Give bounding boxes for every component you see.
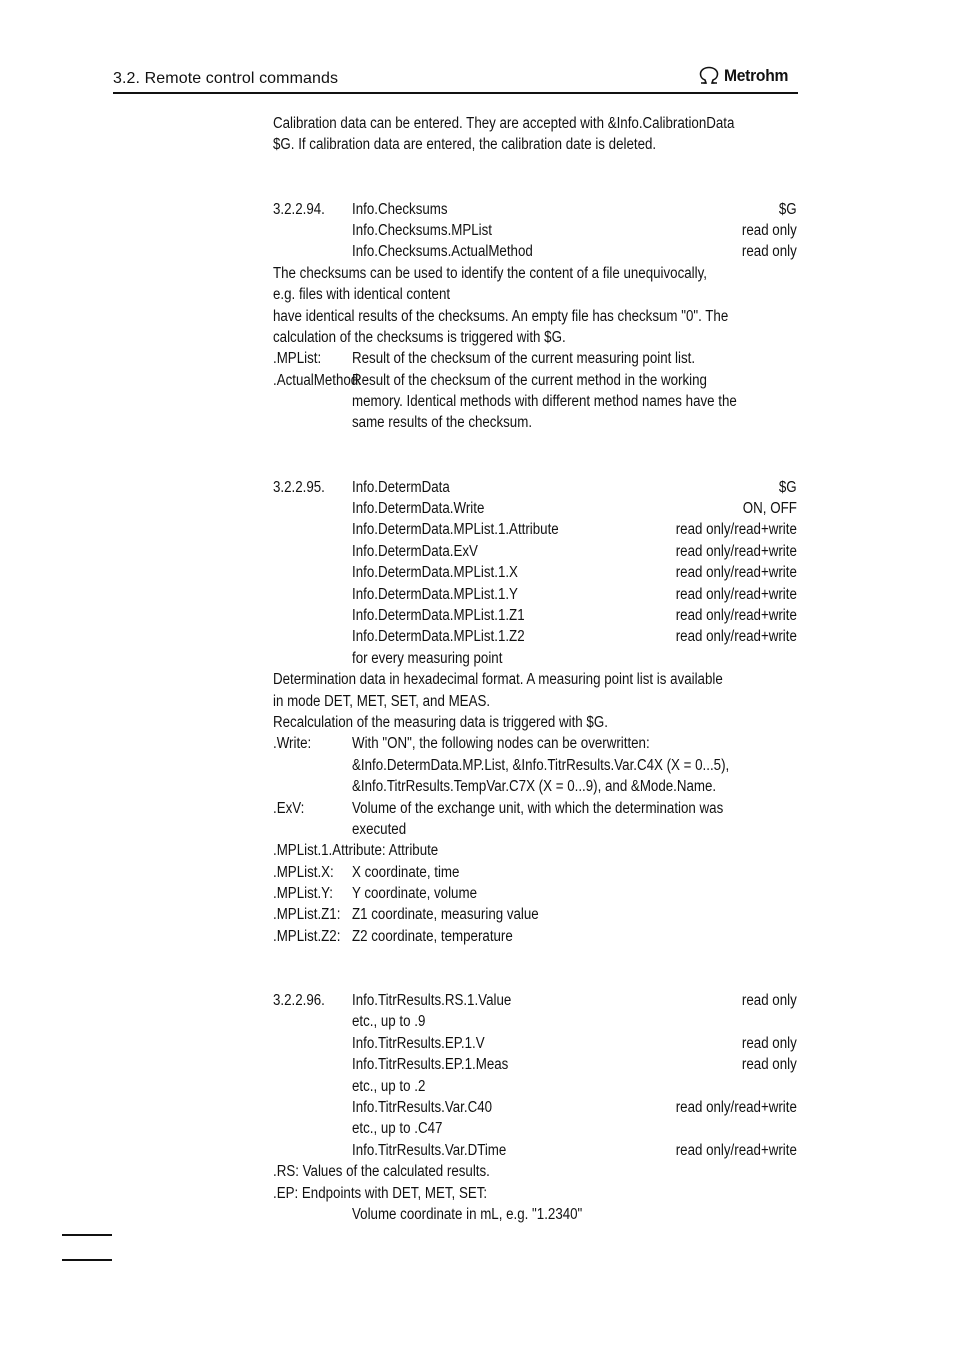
command-name: Info.Checksums.ActualMethod — [352, 243, 533, 261]
definition-line: .EP: Endpoints with DET, MET, SET: — [273, 1184, 488, 1202]
intro-line-1: Calibration data can be entered. They are accepted with &Info.CalibrationData — [273, 115, 735, 132]
paragraph-line: e.g. files with identical content — [273, 286, 451, 304]
command-name: Info.Checksums — [352, 200, 448, 218]
command-row — [273, 1118, 797, 1139]
command-name: etc., up to .2 — [352, 1077, 426, 1095]
paragraph-line: in mode DET, MET, SET, and MEAS. — [273, 692, 491, 710]
definition-line: .RS: Values of the calculated results. — [273, 1163, 490, 1181]
definition-text: Volume coordinate in mL, e.g. "1.2340" — [352, 1205, 583, 1223]
command-name: Info.DetermData.MPList.1.Attribute — [352, 521, 559, 539]
command-row — [273, 605, 797, 626]
command-access: read only/read+write — [675, 585, 797, 603]
definition-label: .MPList: — [273, 350, 322, 368]
command-access: read only — [742, 1034, 797, 1052]
command-row — [273, 562, 797, 583]
command-access: read only — [742, 243, 797, 261]
running-header-title: 3.2. Remote control commands — [113, 70, 339, 87]
paragraph-line: Determination data in hexadecimal format. A measuring point list is available — [273, 671, 723, 689]
header-rule — [113, 92, 798, 94]
command-name: Info.DetermData — [352, 478, 450, 496]
page-body — [273, 113, 797, 1225]
command-row — [273, 1140, 797, 1161]
definition-text: same results of the checksum. — [352, 414, 533, 432]
footer-rule — [62, 1259, 112, 1261]
definition-text: Result of the checksum of the current measuring point list. — [352, 350, 696, 368]
intro-line-2: $G. If calibration data are entered, the calibration date is deleted. — [273, 136, 657, 154]
command-access: read only/read+write — [675, 628, 797, 646]
command-name: Info.TitrResults.RS.1.Value — [352, 992, 512, 1010]
definition-line: .MPList.1.Attribute: Attribute — [273, 842, 439, 860]
command-access: read only/read+write — [675, 1141, 797, 1159]
paragraph-line: calculation of the checksums is triggered with $G. — [273, 328, 566, 346]
command-name: Info.TitrResults.Var.DTime — [352, 1141, 507, 1159]
definition-text: memory. Identical methods with different method names have the — [352, 393, 737, 411]
definition-label: .ExV: — [273, 799, 305, 817]
paragraph-line: Recalculation of the measuring data is triggered with $G. — [273, 713, 608, 731]
command-name: Info.DetermData.ExV — [352, 542, 478, 560]
command-row — [273, 584, 797, 605]
definition-text: With "ON", the following nodes can be overwritten: — [352, 735, 650, 753]
command-row — [273, 519, 797, 540]
definition-label: .Write: — [273, 735, 312, 753]
definition-text: executed — [352, 820, 407, 838]
command-name: Info.Checksums.MPList — [352, 221, 493, 239]
command-access: $G — [779, 200, 797, 218]
command-access: read only/read+write — [675, 542, 797, 560]
command-row — [273, 990, 797, 1011]
paragraph-line: have identical results of the checksums. An empty file has checksum "0". The — [273, 307, 729, 325]
command-access: read only — [742, 992, 797, 1010]
command-row — [273, 220, 797, 241]
command-row — [273, 1076, 797, 1097]
command-row — [273, 498, 797, 519]
command-name: Info.DetermData.Write — [352, 500, 485, 518]
definition-text: Result of the checksum of the current method in the working — [352, 371, 707, 389]
command-access: $G — [779, 478, 797, 496]
command-name: etc., up to .C47 — [352, 1120, 443, 1138]
omega-icon — [697, 66, 721, 86]
command-access: read only/read+write — [675, 607, 797, 625]
command-access: ON, OFF — [742, 500, 797, 518]
definition-label: .MPList.Z2: — [273, 927, 341, 945]
paragraph-line: The checksums can be used to identify the content of a file unequivocally, — [273, 264, 707, 282]
definition-label: .MPList.X: — [273, 863, 334, 881]
command-row — [273, 1033, 797, 1054]
definition-text: &Info.DetermData.MP.List, &Info.TitrResults.Var.C4X (X = 0...5), — [352, 756, 730, 774]
command-row — [273, 626, 797, 647]
definition-text: Z2 coordinate, temperature — [352, 927, 513, 945]
command-name: Info.DetermData.MPList.1.X — [352, 564, 518, 582]
definition-label: .MPList.Z1: — [273, 906, 341, 924]
definition-text: &Info.TitrResults.TempVar.C7X (X = 0...9), and &Mode.Name. — [352, 778, 717, 796]
command-name: Info.TitrResults.Var.C40 — [352, 1099, 493, 1117]
command-row — [273, 199, 797, 220]
metrohm-logo — [697, 66, 794, 86]
command-row — [273, 1011, 797, 1032]
command-name: Info.DetermData.MPList.1.Z1 — [352, 607, 525, 625]
command-row — [273, 1097, 797, 1118]
command-name: Info.DetermData.MPList.1.Y — [352, 585, 518, 603]
logo-wordmark: Metrohm — [724, 66, 789, 85]
command-access: read only/read+write — [675, 564, 797, 582]
command-row — [273, 1054, 797, 1075]
command-row — [273, 477, 797, 498]
command-name: etc., up to .9 — [352, 1013, 426, 1031]
definition-text: Y coordinate, volume — [352, 885, 477, 903]
definition-text: Volume of the exchange unit, with which the determination was — [352, 799, 724, 817]
definition-text: X coordinate, time — [352, 863, 460, 881]
command-row — [273, 241, 797, 262]
command-name: Info.TitrResults.EP.1.V — [352, 1034, 485, 1052]
command-access: read only/read+write — [675, 1099, 797, 1117]
command-row — [273, 541, 797, 562]
section-number: 3.2.2.96. — [273, 992, 325, 1010]
command-access: read only/read+write — [675, 521, 797, 539]
definition-label: .MPList.Y: — [273, 885, 334, 903]
command-name: Info.DetermData.MPList.1.Z2 — [352, 628, 525, 646]
definition-label: .ActualMethod: — [273, 371, 362, 389]
footer-rule — [62, 1234, 112, 1236]
section-number: 3.2.2.95. — [273, 478, 325, 496]
command-access: read only — [742, 1056, 797, 1074]
command-access: read only — [742, 221, 797, 239]
command-name: Info.TitrResults.EP.1.Meas — [352, 1056, 509, 1074]
definition-text: Z1 coordinate, measuring value — [352, 906, 539, 924]
section-number: 3.2.2.94. — [273, 200, 325, 218]
command-note: for every measuring point — [352, 649, 503, 667]
